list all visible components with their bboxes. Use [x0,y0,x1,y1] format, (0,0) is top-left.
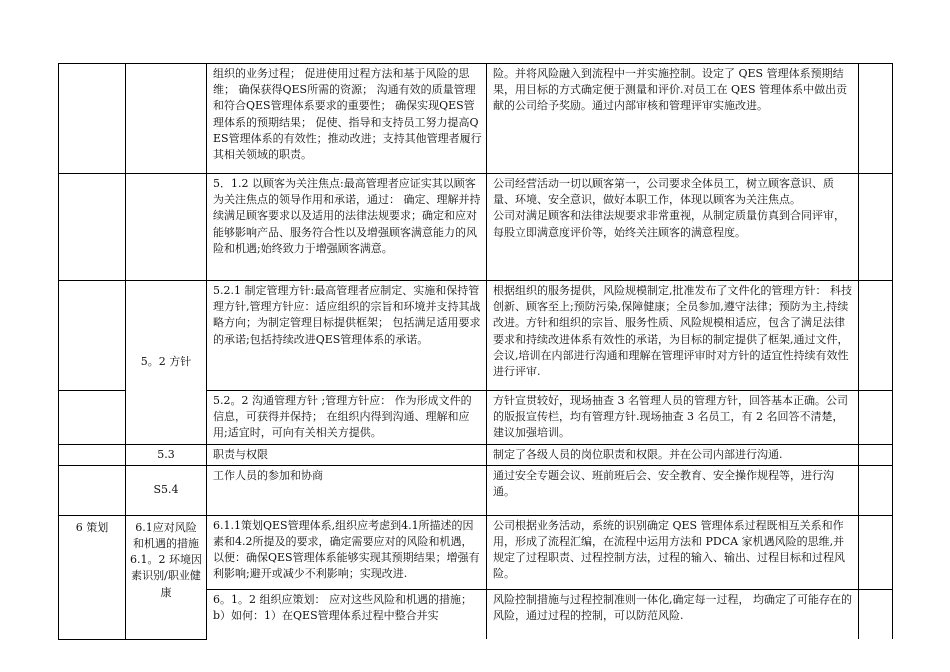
remark-cell [859,444,893,465]
evidence-text: 方针宣贯较好，现场抽查 3 名管理人员的管理方针，回答基本正确。公司的版报宣传栏，均有管理方针.现场抽查 3 名员工，有 2 名回答不清楚，建议加强培训。 [487,391,859,445]
chapter-cell [59,391,126,445]
chapter-cell [59,64,126,174]
evidence-text: 根据组织的服务提供，风险规模制定,批准发布了文件化的管理方针： 科技创新、顾客至上;预防污染,保障健康；全员参加,遵守法律；预防为主,持续改进。方针和组织的宗旨、服务性质、风险规模相适应，包含了满足法律要求和持续改进体系有效性的承诺，为目标的制定提供了框架,通过文件，会议,培训在内部进行沟通和理解在管理评审时对方针的适宜性持续有效性进行评审. [487,281,859,391]
table-row [59,64,893,174]
chapter-cell [59,174,126,281]
chapter-cell [59,444,126,465]
table-row [59,465,893,515]
clause-text: 6.1.1策划QES管理体系,组织应考虑到4.1所描述的因素和4.2所提及的要求，确定需要应对的风险和机遇，以便：确保QES管理体系能够实现其预期结果；增强有利影响;避开或减少不利影响；实现改进. [207,515,487,589]
remark-cell [859,281,893,391]
clause-text: 5.2.1 制定管理方针:最高管理者应制定、实施和保持管理方针,管理方针应：适应组织的宗旨和环境并支持其战略方向；为制定管理目标提供框架； 包括满足适用要求的承诺;包括持续改进QES管理体系的承诺。 [207,281,487,391]
section-title: S5.4 [126,465,207,515]
section-title: 5.3 [126,444,207,465]
evidence-text: 风险控制措施与过程控制准则一体化,确定每一过程， 均确定了可能存在的风险，通过过程的控制，可以防范风险. [487,589,859,639]
table-row [59,515,893,589]
evidence-text: 公司根据业务活动，系统的识别确定 QES 管理体系过程既相互关系和作用，形成了流程汇编，在流程中运用方法和 PDCA 家机遇风险的思维,并规定了过程职责、过程控制方法，过程的输入、输出、过程目标和过程风险。 [487,515,859,589]
evidence-cell [487,174,859,281]
chapter-cell [59,465,126,515]
clause-text: 5．1.2 以顾客为关注焦点:最高管理者应证实其以顾客为关注焦点的领导作用和承诺，通过： 确定、理解并持续满足顾客要求以及适用的法律法规要求；确定和应对能够影响产品、服务符合性以及增强顾客满意能力的风险和机遇;始终致力于增强顾客满意。 [207,174,487,281]
evidence-text: 险。并将风险融入到流程中一并实施控制。设定了 QES 管理体系预期结果，用目标的方式确定便于测量和评价.对员工在 QES 管理体系中做出贡献的公司给予奖励。通过内部审核和管理评审实施改进。 [487,64,859,174]
table-row [59,174,893,281]
clause-text: 组织的业务过程； 促进使用过程方法和基于风险的思维； 确保获得QES所需的资源； 沟通有效的质量管理和符合QES管理体系要求的重要性； 确保实现QES管理体系的预期结果； 促使、指导和支持员工努力提高QES管理体系的有效性；推动改进；支持其他管理者履行其相关领域的职责。 [207,64,487,174]
evidence-text: 通过安全专题会议、班前班后会、安全教育、安全操作规程等，进行沟通。 [487,465,859,515]
remark-cell [859,515,893,589]
section-cell [126,174,207,281]
clause-text: 6。1。2 组织应策划： 应对这些风险和机遇的措施； b）如何：1）在QES管理体系过程中整合并实 [207,589,487,639]
evidence-paragraph: 公司经营活动一切以顾客第一，公司要求全体员工，树立顾客意识、质量、环境、安全意识，做好本职工作，体现以顾客为关注焦点。 [493,177,834,207]
section-cell [126,64,207,174]
remark-cell [859,391,893,445]
clause-text: 5.2。2 沟通管理方针 ;管理方针应： 作为形成文件的信息，可获得并保持； 在组织内得到沟通、理解和应用;适宜时，可向有关相关方提供。 [207,391,487,445]
section-cell [126,515,207,639]
remark-cell [859,174,893,281]
remark-cell [859,589,893,639]
chapter-title: 6 策划 [59,515,126,639]
table-row [59,281,893,391]
clause-text: 职责与权限 [207,444,487,465]
remark-cell [859,64,893,174]
evidence-text: 制定了各级人员的岗位职责和权限。并在公司内部进行沟通. [487,444,859,465]
section-title: 5。2 方针 [140,355,192,369]
audit-checklist-table [58,63,893,640]
section-label [126,281,207,445]
remark-cell [859,465,893,515]
subsection-title: 6.1。2 环境因素识别/职业健康 [130,553,202,599]
table-row [59,444,893,465]
evidence-paragraph: 公司对满足顾客和法律法规要求非常重视，从制定质量仿真到合同评审，每股立即满意度评价等，始终关注顾客的满意程度。 [493,209,845,239]
chapter-cell [59,281,126,391]
clause-text: 工作人员的参加和协商 [207,465,487,515]
section-title: 6.1应对风险和机遇的措施 [133,520,199,551]
